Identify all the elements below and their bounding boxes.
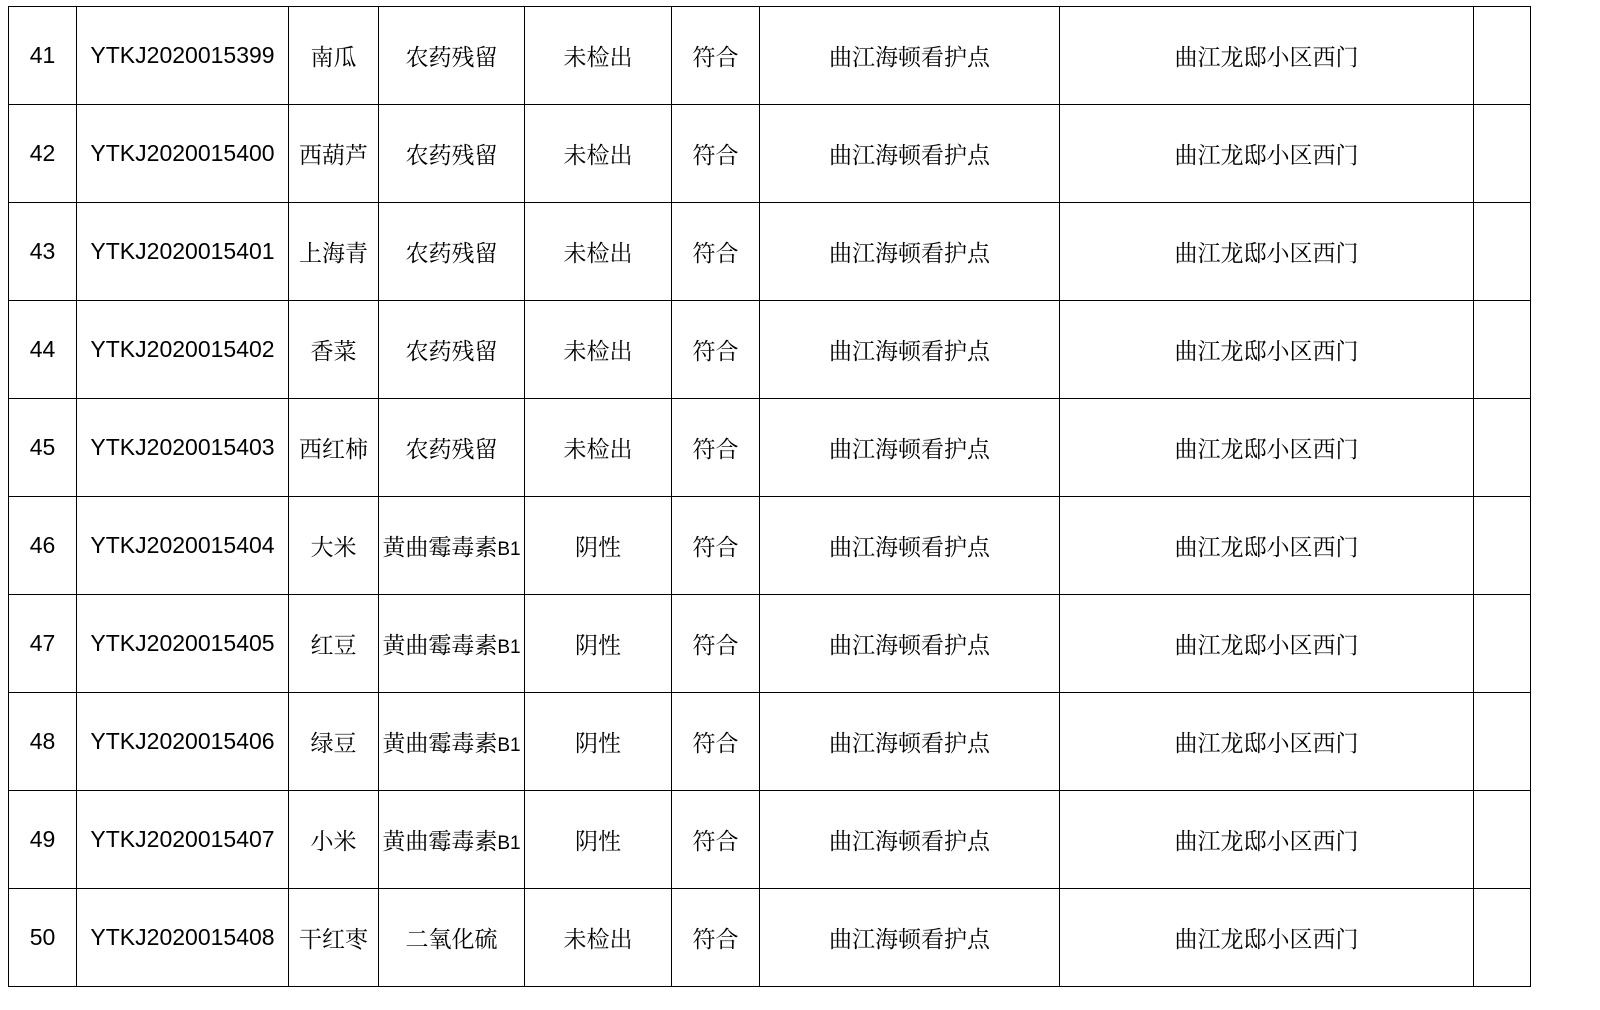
cell-sample-name: 西红柿 <box>289 399 379 497</box>
table-row <box>9 105 1531 203</box>
table-row <box>9 791 1531 889</box>
table-row <box>9 889 1531 987</box>
cell-test-result: 阴性 <box>525 595 672 693</box>
cell-sample-code: YTKJ2020015402 <box>77 301 289 399</box>
cell-index: 50 <box>9 889 77 987</box>
cell-inspection-point: 曲江海顿看护点 <box>760 791 1060 889</box>
cell-judgement: 符合 <box>672 203 760 301</box>
cell-index: 44 <box>9 301 77 399</box>
test-item-suffix: B1 <box>497 833 521 854</box>
test-item-suffix: B1 <box>497 539 521 560</box>
cell-inspection-point: 曲江海顿看护点 <box>760 203 1060 301</box>
cell-test-item <box>379 301 525 399</box>
cell-index: 47 <box>9 595 77 693</box>
test-item-label: 农药残留 <box>405 241 498 266</box>
test-item-label: 二氧化硫 <box>405 927 498 952</box>
cell-sample-code: YTKJ2020015404 <box>77 497 289 595</box>
cell-inspection-point: 曲江海顿看护点 <box>760 105 1060 203</box>
cell-test-item <box>379 7 525 105</box>
cell-judgement: 符合 <box>672 791 760 889</box>
cell-sampling-address: 曲江龙邸小区西门 <box>1060 791 1474 889</box>
cell-judgement: 符合 <box>672 301 760 399</box>
cell-note <box>1474 889 1531 987</box>
inspection-results-table <box>8 6 1531 987</box>
table-row <box>9 595 1531 693</box>
test-item-suffix: B1 <box>497 735 521 756</box>
cell-judgement: 符合 <box>672 105 760 203</box>
cell-sample-name: 西葫芦 <box>289 105 379 203</box>
cell-index: 49 <box>9 791 77 889</box>
cell-test-result: 阴性 <box>525 693 672 791</box>
test-item-label: 黄曲霉毒素 <box>382 731 498 756</box>
cell-sample-name: 干红枣 <box>289 889 379 987</box>
cell-sample-code: YTKJ2020015406 <box>77 693 289 791</box>
cell-inspection-point: 曲江海顿看护点 <box>760 595 1060 693</box>
cell-note <box>1474 497 1531 595</box>
table-row <box>9 7 1531 105</box>
cell-judgement: 符合 <box>672 7 760 105</box>
cell-note <box>1474 301 1531 399</box>
cell-sample-code: YTKJ2020015403 <box>77 399 289 497</box>
cell-judgement: 符合 <box>672 889 760 987</box>
cell-test-result: 未检出 <box>525 7 672 105</box>
cell-sample-code: YTKJ2020015400 <box>77 105 289 203</box>
cell-sample-name: 大米 <box>289 497 379 595</box>
cell-sampling-address: 曲江龙邸小区西门 <box>1060 693 1474 791</box>
cell-sampling-address: 曲江龙邸小区西门 <box>1060 889 1474 987</box>
cell-sample-code: YTKJ2020015408 <box>77 889 289 987</box>
cell-test-item <box>379 203 525 301</box>
cell-sampling-address: 曲江龙邸小区西门 <box>1060 497 1474 595</box>
cell-index: 46 <box>9 497 77 595</box>
table-row <box>9 301 1531 399</box>
cell-index: 41 <box>9 7 77 105</box>
test-item-label: 农药残留 <box>405 143 498 168</box>
cell-test-result: 阴性 <box>525 791 672 889</box>
cell-judgement: 符合 <box>672 497 760 595</box>
table-body <box>9 7 1531 987</box>
cell-note <box>1474 7 1531 105</box>
cell-sampling-address: 曲江龙邸小区西门 <box>1060 301 1474 399</box>
cell-index: 45 <box>9 399 77 497</box>
cell-sample-code: YTKJ2020015407 <box>77 791 289 889</box>
table-row <box>9 693 1531 791</box>
cell-test-item <box>379 791 525 889</box>
cell-sampling-address: 曲江龙邸小区西门 <box>1060 399 1474 497</box>
cell-sample-name: 红豆 <box>289 595 379 693</box>
cell-test-item <box>379 497 525 595</box>
cell-sampling-address: 曲江龙邸小区西门 <box>1060 595 1474 693</box>
test-item-label: 黄曲霉毒素 <box>382 535 498 560</box>
cell-sample-name: 上海青 <box>289 203 379 301</box>
cell-test-item <box>379 889 525 987</box>
cell-judgement: 符合 <box>672 595 760 693</box>
table-row <box>9 203 1531 301</box>
cell-test-result: 未检出 <box>525 105 672 203</box>
cell-note <box>1474 693 1531 791</box>
cell-test-result: 未检出 <box>525 399 672 497</box>
test-item-label: 农药残留 <box>405 45 498 70</box>
cell-test-item <box>379 105 525 203</box>
cell-index: 42 <box>9 105 77 203</box>
cell-inspection-point: 曲江海顿看护点 <box>760 7 1060 105</box>
cell-sample-code: YTKJ2020015401 <box>77 203 289 301</box>
cell-judgement: 符合 <box>672 399 760 497</box>
cell-inspection-point: 曲江海顿看护点 <box>760 889 1060 987</box>
test-item-label: 农药残留 <box>405 437 498 462</box>
cell-sampling-address: 曲江龙邸小区西门 <box>1060 105 1474 203</box>
document-page <box>0 6 1600 1010</box>
cell-test-item <box>379 399 525 497</box>
cell-sample-name: 绿豆 <box>289 693 379 791</box>
cell-index: 48 <box>9 693 77 791</box>
test-item-suffix: B1 <box>497 637 521 658</box>
cell-sample-code: YTKJ2020015405 <box>77 595 289 693</box>
test-item-label: 黄曲霉毒素 <box>382 829 498 854</box>
cell-sample-name: 小米 <box>289 791 379 889</box>
cell-sample-name: 香菜 <box>289 301 379 399</box>
cell-sampling-address: 曲江龙邸小区西门 <box>1060 203 1474 301</box>
cell-note <box>1474 203 1531 301</box>
cell-inspection-point: 曲江海顿看护点 <box>760 301 1060 399</box>
cell-inspection-point: 曲江海顿看护点 <box>760 693 1060 791</box>
test-item-label: 农药残留 <box>405 339 498 364</box>
cell-test-item <box>379 693 525 791</box>
table-row <box>9 399 1531 497</box>
cell-test-result: 未检出 <box>525 889 672 987</box>
test-item-label: 黄曲霉毒素 <box>382 633 498 658</box>
cell-sampling-address: 曲江龙邸小区西门 <box>1060 7 1474 105</box>
cell-judgement: 符合 <box>672 693 760 791</box>
cell-inspection-point: 曲江海顿看护点 <box>760 399 1060 497</box>
cell-sample-code: YTKJ2020015399 <box>77 7 289 105</box>
cell-note <box>1474 105 1531 203</box>
cell-index: 43 <box>9 203 77 301</box>
table-row <box>9 497 1531 595</box>
cell-note <box>1474 595 1531 693</box>
cell-note <box>1474 791 1531 889</box>
cell-test-result: 未检出 <box>525 203 672 301</box>
cell-note <box>1474 399 1531 497</box>
cell-inspection-point: 曲江海顿看护点 <box>760 497 1060 595</box>
cell-test-item <box>379 595 525 693</box>
cell-test-result: 未检出 <box>525 301 672 399</box>
cell-test-result: 阴性 <box>525 497 672 595</box>
cell-sample-name: 南瓜 <box>289 7 379 105</box>
